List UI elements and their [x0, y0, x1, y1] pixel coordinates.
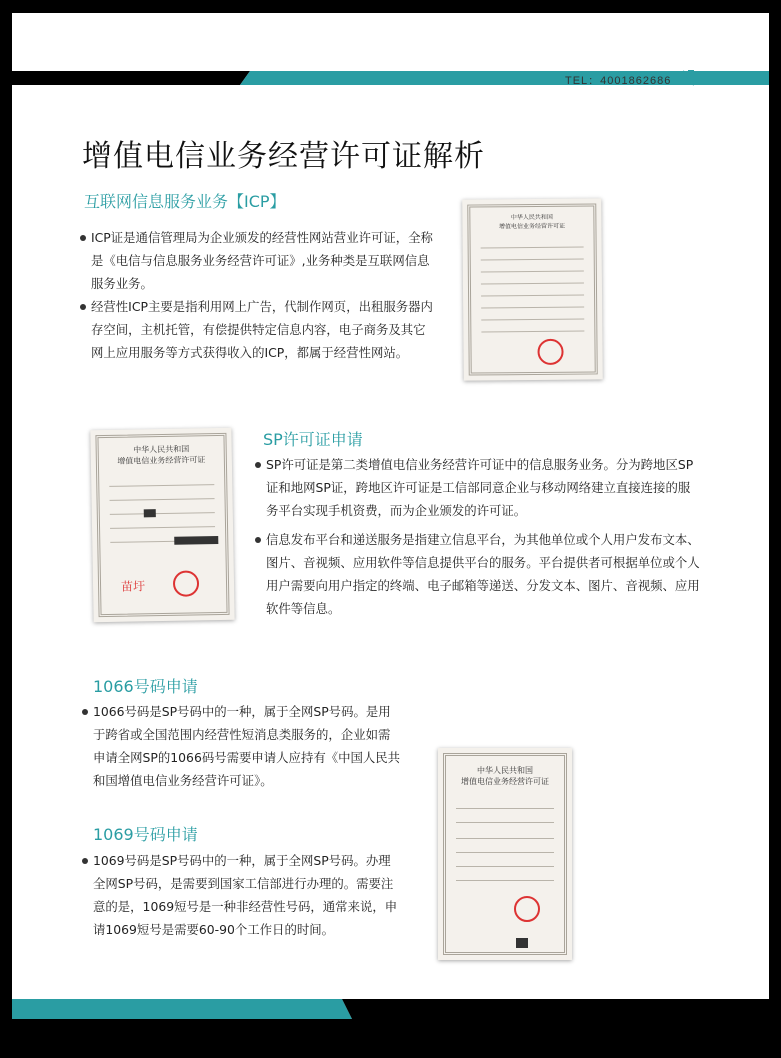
icp-heading: 互联网信息服务业务【ICP】: [84, 192, 286, 211]
n1069-heading: 1069号码申请: [93, 825, 198, 844]
brand-logo-icon: [680, 69, 698, 87]
certificate-image-1066: 中华人民共和国 增值电信业务经营许可证: [438, 748, 572, 960]
document-page: [12, 13, 769, 1043]
n1069-list: [82, 849, 402, 941]
list-item: 信息发布平台和递送服务是指建立信息平台，为其他单位或个人用户发布文本、图片、音视频、应用软件等信息提供平台的服务。平台提供者可根据单位或个人用户需要向用户指定的终端、电子邮箱等递送、分发文本、图片、音视频、应用软件等信息。: [255, 528, 700, 620]
page-title: 增值电信业务经营许可证解析: [82, 139, 485, 174]
certificate-image-sp: 中华人民共和国 增值电信业务经营许可证 苗圩: [90, 428, 234, 622]
footer-band: [12, 999, 769, 1043]
list-item: 经营性ICP主要是指利用网上广告，代制作网页，出租服务器内存空间，主机托管，有偿提供特定信息内容，电子商务及其它网上应用服务等方式获得收入的ICP，都属于经营性网站。: [80, 295, 436, 364]
n1066-list: [82, 700, 402, 792]
tel-number: TEL：4001862686: [565, 75, 672, 87]
certificate-image-icp: 中华人民共和国 增值电信业务经营许可证: [462, 198, 603, 380]
list-item: 1069号码是SP号码中的一种，属于全网SP号码。办理全网SP号码，是需要到国家工信部进行办理的。需要注意的是，1069短号是一种非经营性号码，通常来说，申请1069短号是需要60-90个工作日的时间。: [82, 849, 402, 941]
sp-heading: SP许可证申请: [263, 430, 363, 449]
n1066-heading: 1066号码申请: [93, 677, 198, 696]
list-item: 1066号码是SP号码中的一种，属于全网SP号码。是用于跨省或全国范围内经营性短消息类服务的，企业如需申请全网SP的1066码号需要申请人应持有《中国人民共和国增值电信业务经营许可证》。: [82, 700, 402, 792]
sp-list: [255, 453, 700, 620]
list-item: ICP证是通信管理局为企业颁发的经营性网站营业许可证，全称是《电信与信息服务业务经营许可证》,业务种类是互联网信息服务业务。: [80, 226, 436, 295]
list-item: SP许可证是第二类增值电信业务经营许可证中的信息服务业务。分为跨地区SP证和地网SP证，跨地区许可证是工信部同意企业与移动网络建立直接连接的服务平台实现手机资费，而为企业颁发的许可证。: [255, 453, 700, 522]
icp-list: [80, 226, 436, 364]
